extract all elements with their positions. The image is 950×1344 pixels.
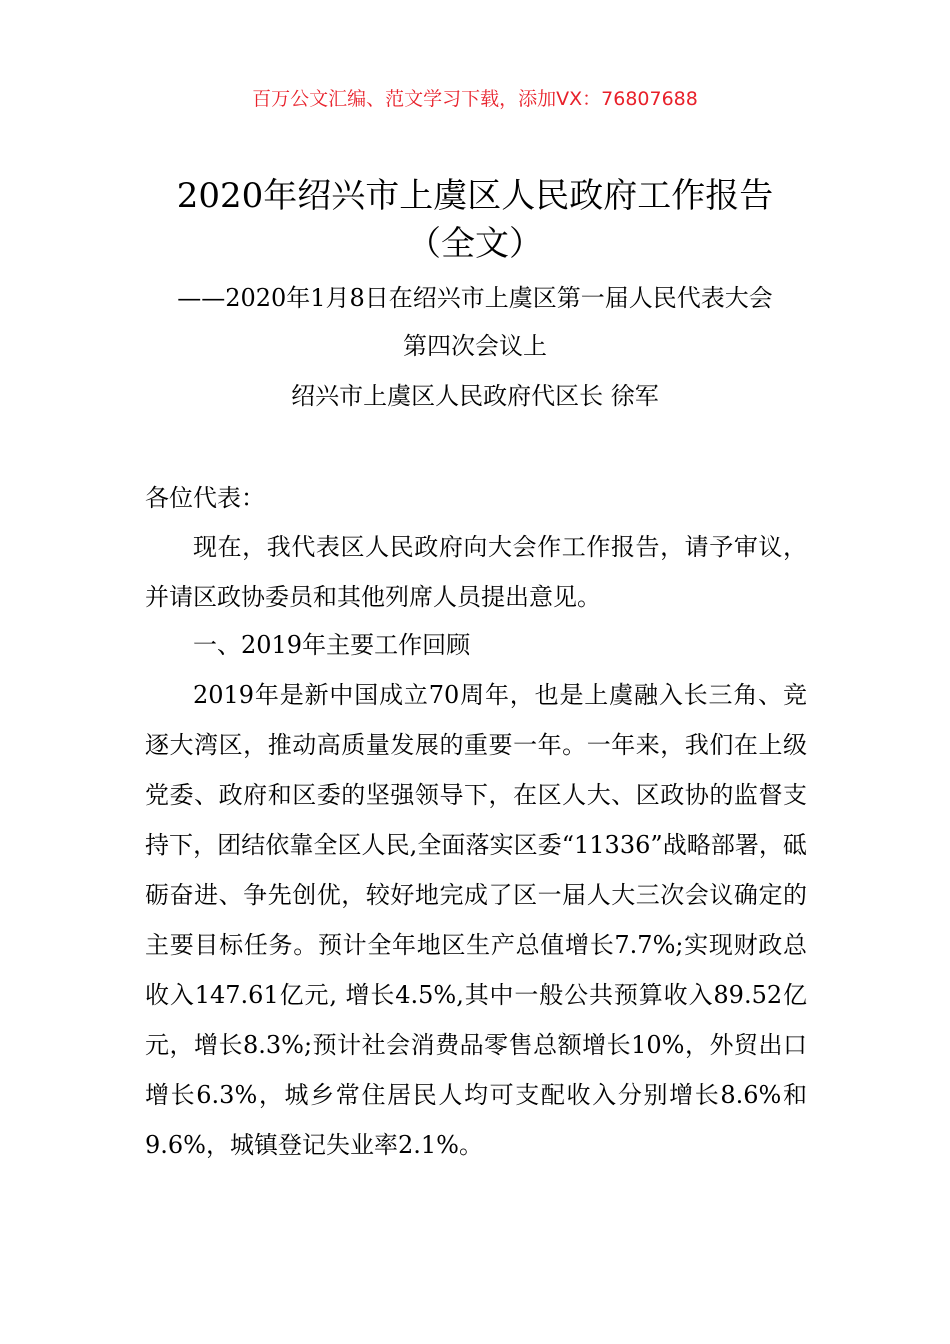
- document-title: [0, 172, 950, 268]
- subtitle-line-2: 第四次会议上: [403, 332, 547, 360]
- paragraph-intro: 现在，我代表区人民政府向大会作工作报告，请予审议，并请区政协委员和其他列席人员提出意见。: [145, 533, 807, 611]
- paragraph-review: 2019年是新中国成立70周年，也是上虞融入长三角、竞逐大湾区，推动高质量发展的重要一年。一年来，我们在上级党委、政府和区委的坚强领导下，在区人大、区政协的监督支持下，团结依靠全区人民,全面落实区委“11336”战略部署，砥砺奋进、争先创优，较好地完成了区一届人大三次会议确定的主要目标任务。预计全年地区生产总值增长7.7%;实现财政总收入147.61亿元, 增长4.5%,其中一般公共预算收入89.52亿元，增长8.3%;预计社会消费品零售总额增长10%，外贸出口增长6.3%，城乡常住居民人均可支配收入分别增长8.6%和9.6%，城镇登记失业率2.1%。: [145, 681, 807, 1159]
- salutation: 各位代表：: [145, 484, 265, 512]
- watermark-banner: 百万公文汇编、范文学习下载，添加VX：76807688: [252, 88, 698, 110]
- author-line: 绍兴市上虞区人民政府代区长 徐军: [291, 382, 659, 410]
- subtitle-line-1: ——2020年1月8日在绍兴市上虞区第一届人民代表大会: [177, 284, 773, 312]
- title-line-1: 2020年绍兴市上虞区人民政府工作报告: [176, 176, 774, 216]
- title-line-2: （全文）: [407, 224, 543, 264]
- section-heading-1: 一、2019年主要工作回顾: [193, 631, 471, 659]
